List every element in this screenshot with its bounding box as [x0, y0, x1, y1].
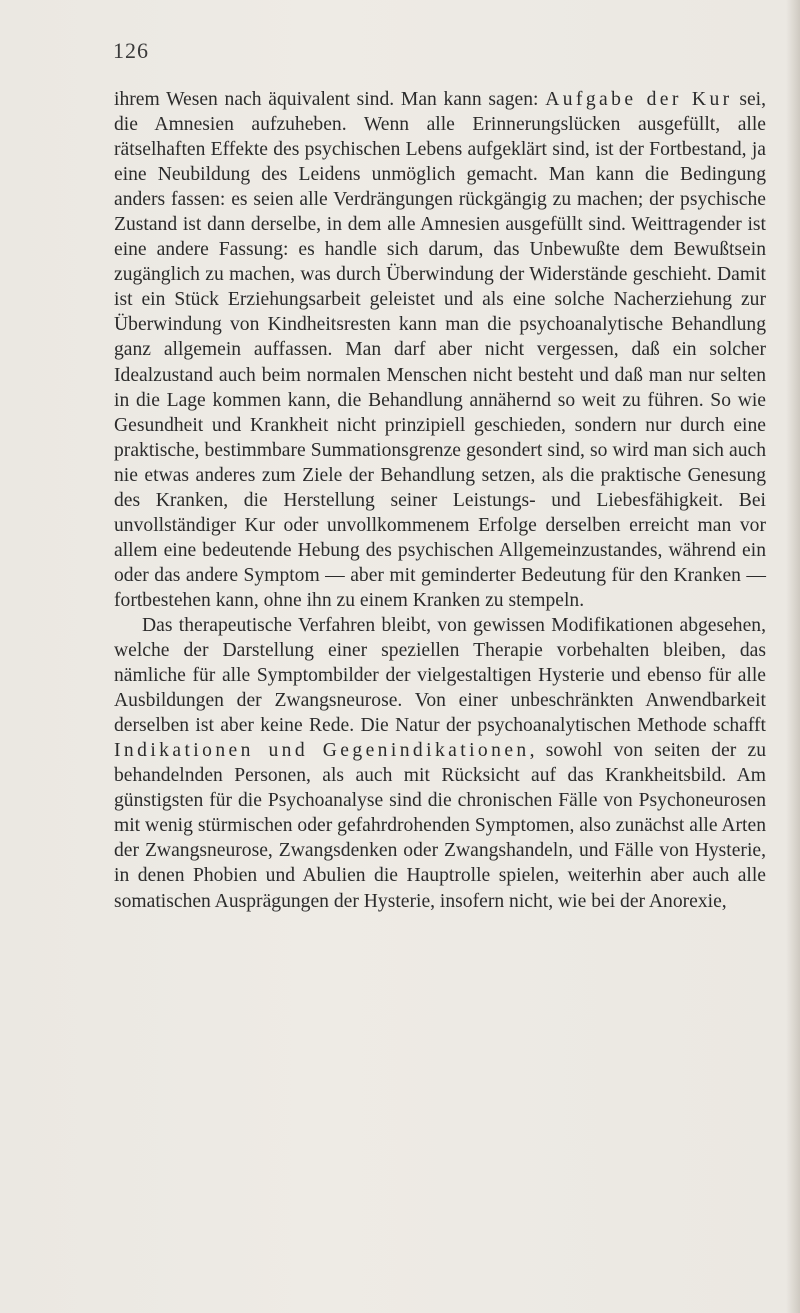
paragraph-1	[114, 87, 766, 613]
page-number: 126	[113, 38, 149, 63]
page-edge-shadow	[786, 0, 800, 1313]
text-segment: sei, die Amnesien aufzuheben. Wenn alle Erinnerungslücken ausgefüllt, alle rätselhaften Effekte des psychischen Lebens aufgeklärt sind, ist der Fortbestand, ja eine Neubildung des Leidens unmöglich gemacht. Man kann die Bedingung anders fassen: es seien alle Verdrängungen rückgängig zu machen; der psychische Zustand ist dann derselbe, in dem alle Amnesien ausgefüllt sind. Weittragender ist eine andere Fassung: es handle sich darum, das Unbewußte dem Bewußtsein zugänglich zu machen, was durch Überwindung der Widerstände geschieht. Damit ist ein Stück Erziehungsarbeit geleistet und als eine solche Nacherziehung zur Überwindung von Kindheitsresten kann man die psychoanalytische Behandlung ganz allgemein auffassen. Man darf aber nicht vergessen, daß ein solcher Idealzustand auch beim normalen Menschen nicht besteht und daß man nur selten in die Lage kommen kann, die Behandlung annähernd so weit zu führen. So wie Gesundheit und Krankheit nicht prinzipiell geschieden, sondern nur durch eine praktische, bestimmbare Summationsgrenze gesondert sind, so wird man sich auch nie etwas anderes zum Ziele der Behandlung setzen, als die praktische Genesung des Kranken, die Herstellung seiner Leistungs- und Liebesfähigkeit. Bei unvollständiger Kur oder unvollkommenem Erfolge derselben erreicht man vor allem eine bedeutende Hebung des psychischen Allgemeinzustandes, während ein oder das andere Symptom — aber mit geminderter Bedeutung für den Kranken — fortbestehen kann, ohne ihn zu einem Kranken zu stempeln.	[114, 89, 767, 611]
text-segment: ihrem Wesen nach äquivalent sind. Man kann sagen:	[114, 89, 546, 110]
spaced-emphasis: Indikationen und Gegenindikationen	[114, 740, 530, 762]
paragraph-2	[114, 613, 766, 914]
text-segment: Das therapeutische Verfahren bleibt, von gewissen Modifikationen abgesehen, welche der Darstellung einer speziellen Therapie vorbehalten bleiben, das nämliche für alle Symptombilder der vielgestaltigen Hysterie und ebenso für alle Ausbildungen der Zwangsneurose. Von einer unbeschränkten Anwendbarkeit derselben ist aber keine Rede. Die Natur der psychoanalytischen Methode schafft	[114, 614, 766, 737]
spaced-emphasis: Aufgabe der Kur	[545, 89, 733, 110]
text-segment: , sowohl von seiten der zu behandelnden Personen, als auch mit Rücksicht auf das Krankheitsbild. Am günstigsten für die Psychoanalyse sind die chronischen Fälle von Psychoneurosen mit wenig stürmischen oder gefahrdrohenden Symptomen, also zunächst alle Arten der Zwangsneurose, Zwangsdenken oder Zwangshandeln, und Fälle von Hysterie, in denen Phobien und Abulien die Hauptrolle spielen, weiterhin aber auch alle somatischen Ausprägungen der Hysterie, insofern nicht, wie bei der Anorexie,	[114, 740, 767, 912]
body-text	[114, 87, 766, 914]
